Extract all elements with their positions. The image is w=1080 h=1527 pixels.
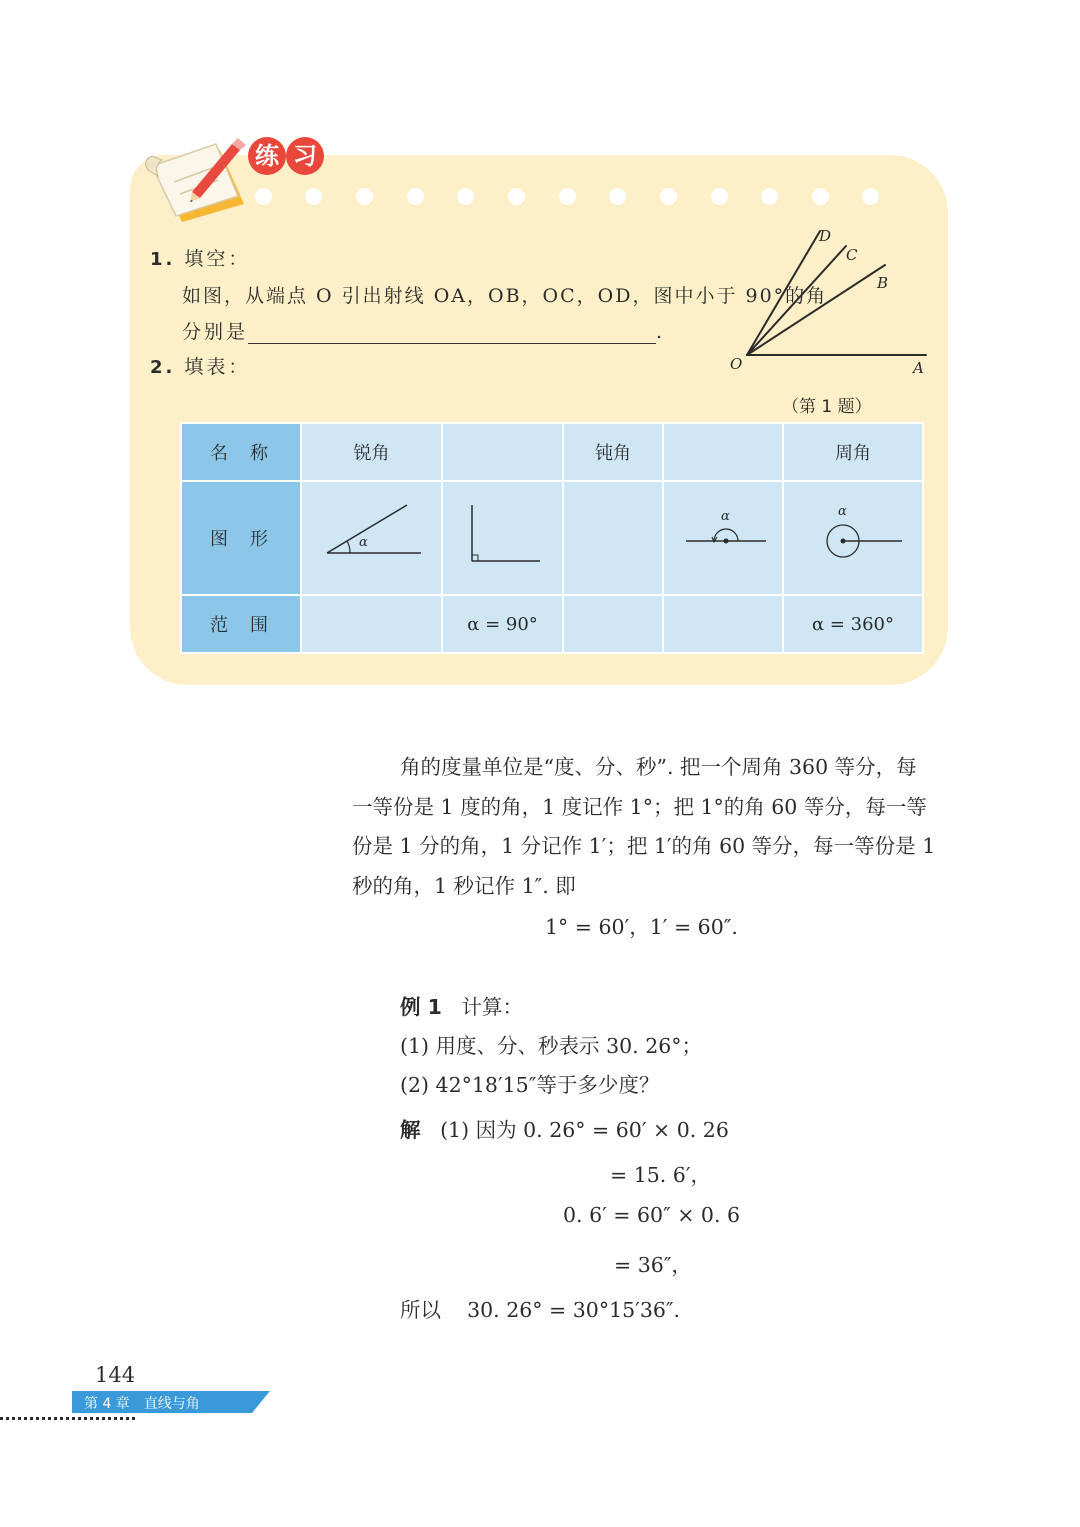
binder-hole xyxy=(609,188,626,205)
row-header-name: 名称 xyxy=(181,423,301,481)
example-label: 例 1 xyxy=(400,995,442,1019)
badge-char: 练 xyxy=(248,137,286,175)
example-item: (1) 用度、分、秒表示 30. 26°； xyxy=(400,1034,703,1058)
label-A: A xyxy=(913,359,924,377)
table-row xyxy=(181,595,923,653)
table-row xyxy=(181,423,923,481)
question-label: 填表： xyxy=(184,356,251,378)
alpha-symbol: α xyxy=(358,534,368,550)
paragraph-line: 角的度量单位是“度、分、秒”. 把一个周角 360 等分，每 xyxy=(400,755,917,779)
alpha-symbol: α xyxy=(721,508,730,524)
table-cell-blank[interactable] xyxy=(301,595,442,653)
binder-hole xyxy=(660,188,677,205)
paragraph-line: 秒的角，1 秒记作 1″. 即 xyxy=(352,873,576,898)
binder-hole xyxy=(862,188,879,205)
alpha-symbol: α xyxy=(838,503,847,519)
binder-hole xyxy=(457,188,474,205)
binder-hole xyxy=(559,188,576,205)
straight-angle-figure xyxy=(663,481,783,595)
question-1-text: 如图，从端点 O 引出射线 OA，OB，OC，OD，图中小于 90°的角 xyxy=(182,285,828,307)
acute-angle-figure xyxy=(301,481,442,595)
binder-hole xyxy=(711,188,728,205)
question-1-blank-line xyxy=(182,317,665,344)
answer-blank[interactable] xyxy=(248,323,656,344)
example-item: (2) 42°18′15″等于多少度？ xyxy=(400,1073,660,1097)
table-cell-blank[interactable] xyxy=(442,423,563,481)
question-2-heading xyxy=(150,352,250,379)
solution-line: 0. 6′ = 60″ × 0. 6 xyxy=(563,1203,741,1227)
chapter-label: 第 4 章 直线与角 xyxy=(84,1396,200,1412)
full-angle-figure xyxy=(783,481,923,595)
solution-line xyxy=(400,1113,729,1143)
solution-label: 解 xyxy=(400,1118,421,1142)
table-cell-blank[interactable] xyxy=(663,595,783,653)
binder-hole xyxy=(305,188,322,205)
question-number: 2. xyxy=(150,357,176,378)
binder-hole xyxy=(356,188,373,205)
solution-conclusion-label: 所以 xyxy=(400,1298,441,1322)
solution-conclusion: 30. 26° = 30°15′36″. xyxy=(467,1298,681,1322)
table-cell-blank[interactable] xyxy=(563,595,663,653)
page-number: 144 xyxy=(95,1363,136,1387)
question-1-end: . xyxy=(656,321,666,343)
example-heading xyxy=(400,990,523,1020)
table-cell: α = 360° xyxy=(783,595,923,653)
paragraph-line: 一等份是 1 度的角，1 度记作 1°；把 1°的角 60 等分，每一等 xyxy=(352,794,927,819)
label-D: D xyxy=(819,227,832,245)
table-cell: α = 90° xyxy=(442,595,563,653)
label-O: O xyxy=(730,355,743,373)
table-cell-blank[interactable] xyxy=(563,481,663,595)
table-cell: 锐角 xyxy=(301,423,442,481)
figure-caption: （第 1 题） xyxy=(782,397,872,417)
question-1-prefix: 分别是 xyxy=(182,321,249,343)
unit-formula: 1° = 60′，1′ = 60″. xyxy=(545,915,738,939)
right-angle-figure xyxy=(442,481,563,595)
label-B: B xyxy=(877,274,889,292)
table-cell-blank[interactable] xyxy=(663,423,783,481)
question-1-heading xyxy=(150,244,250,271)
binder-hole xyxy=(761,188,778,205)
solution-line: = 15. 6′， xyxy=(610,1163,712,1187)
binder-hole xyxy=(812,188,829,205)
binder-hole xyxy=(508,188,525,205)
paragraph-line: 份是 1 分的角，1 分记作 1′；把 1′的角 60 等分，每一等份是 1 xyxy=(352,834,936,858)
solution-text: (1) 因为 0. 26° = 60′ × 0. 26 xyxy=(440,1118,729,1142)
label-C: C xyxy=(846,246,858,264)
solution-line xyxy=(400,1293,680,1323)
badge-char: 习 xyxy=(286,137,324,175)
footer-dotted-rule xyxy=(0,1417,135,1420)
solution-line: = 36″， xyxy=(614,1253,692,1277)
table-cell: 钝角 xyxy=(563,423,663,481)
question-label: 填空： xyxy=(184,248,251,270)
question-number: 1. xyxy=(150,249,176,270)
row-header-figure: 图形 xyxy=(181,481,301,595)
table-row xyxy=(181,481,923,595)
angle-table xyxy=(180,422,924,654)
notepad-pencil-icon xyxy=(140,130,260,225)
example-title: 计算： xyxy=(461,995,523,1019)
table-cell: 周角 xyxy=(783,423,923,481)
units-paragraph xyxy=(352,748,952,906)
rays-figure xyxy=(720,222,940,382)
row-header-range: 范围 xyxy=(181,595,301,653)
binder-hole xyxy=(407,188,424,205)
